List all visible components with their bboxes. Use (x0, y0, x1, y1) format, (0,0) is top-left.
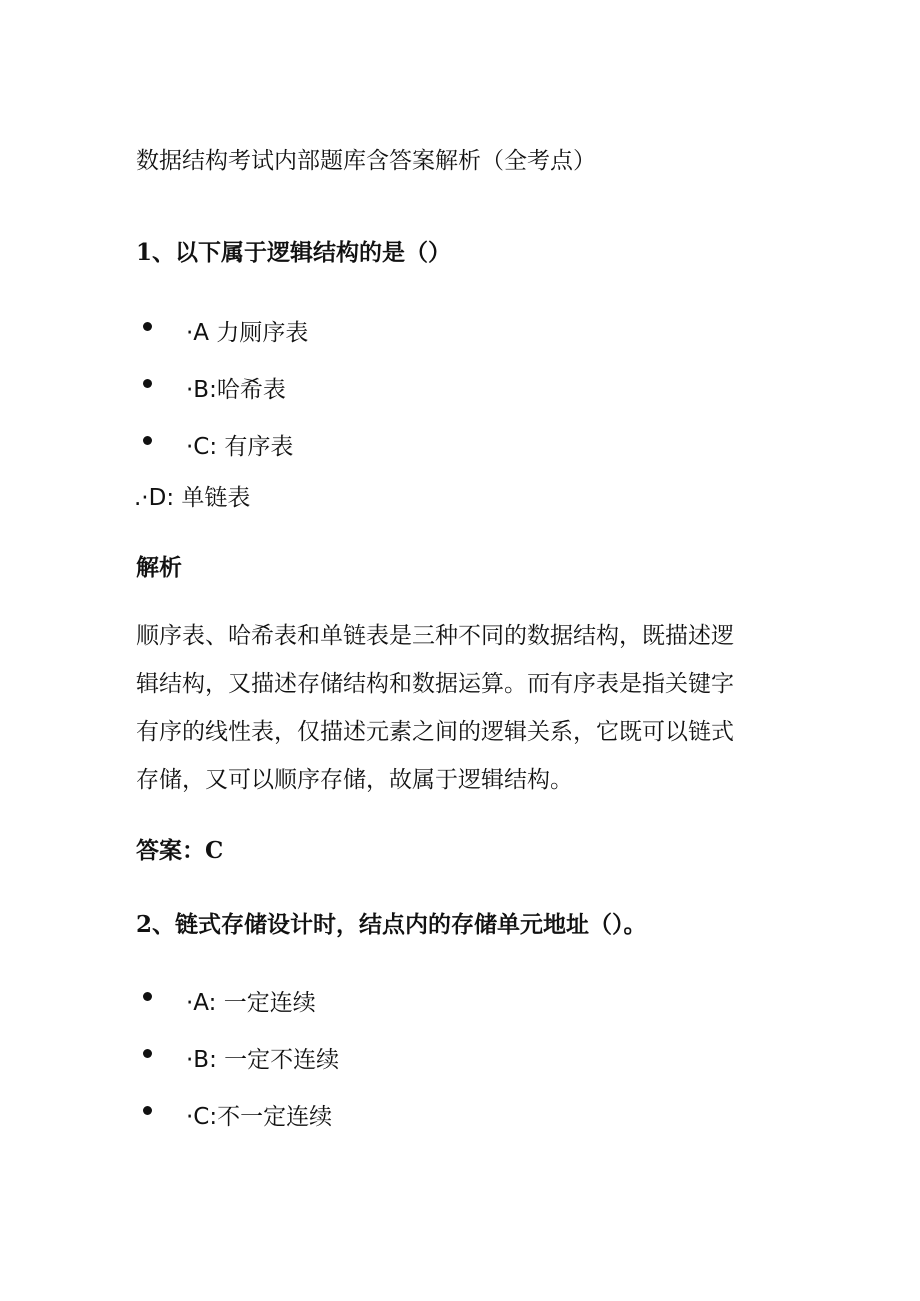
bullet-icon (143, 1049, 152, 1058)
analysis-line: 存储，又可以顺序存储，故属于逻辑结构。 (136, 767, 573, 793)
bullet-icon (143, 1106, 152, 1115)
question-1-analysis-label: 解析 (136, 555, 182, 581)
question-1-option-a (0, 318, 920, 348)
bullet-icon (143, 436, 152, 445)
option-label: ·B:哈希表 (186, 377, 286, 403)
analysis-line: 有序的线性表，仅描述元素之间的逻辑关系，它既可以链式 (136, 719, 734, 745)
question-1-number: 1 (136, 239, 153, 266)
answer-value: C (205, 837, 224, 864)
question-1-option-b (0, 375, 920, 405)
question-2-option-c (0, 1102, 920, 1132)
document-title: 数据结构考试内部题库含答案解析（全考点） (136, 148, 596, 174)
question-1-option-d: .·D: 单链表 (134, 485, 251, 511)
question-1-analysis (136, 612, 796, 804)
question-2-option-a (0, 988, 920, 1018)
analysis-line: 顺序表、哈希表和单链表是三种不同的数据结构，既描述逻 (136, 623, 734, 649)
bullet-icon (143, 992, 152, 1001)
option-label: ·A 力厕序表 (186, 320, 309, 346)
question-2-text: 、链式存储设计时，结点内的存储单元地址（）。 (152, 912, 647, 938)
option-label: ·C:不一定连续 (186, 1104, 333, 1130)
question-1-text: 、以下属于逻辑结构的是（） (152, 240, 452, 266)
option-label: ·B: 一定不连续 (186, 1047, 340, 1073)
analysis-line: 辑结构，又描述存储结构和数据运算。而有序表是指关键字 (136, 671, 734, 697)
option-label: ·C: 有序表 (186, 434, 294, 460)
question-1-heading (136, 238, 451, 268)
bullet-icon (143, 379, 152, 388)
question-2-number: 2 (136, 911, 153, 938)
question-2-heading (136, 910, 647, 940)
question-1-answer (136, 836, 223, 866)
answer-label: 答案： (136, 838, 205, 864)
bullet-icon (143, 322, 152, 331)
option-label: ·A: 一定连续 (186, 990, 316, 1016)
question-2-option-b (0, 1045, 920, 1075)
question-1-option-c (0, 432, 920, 462)
